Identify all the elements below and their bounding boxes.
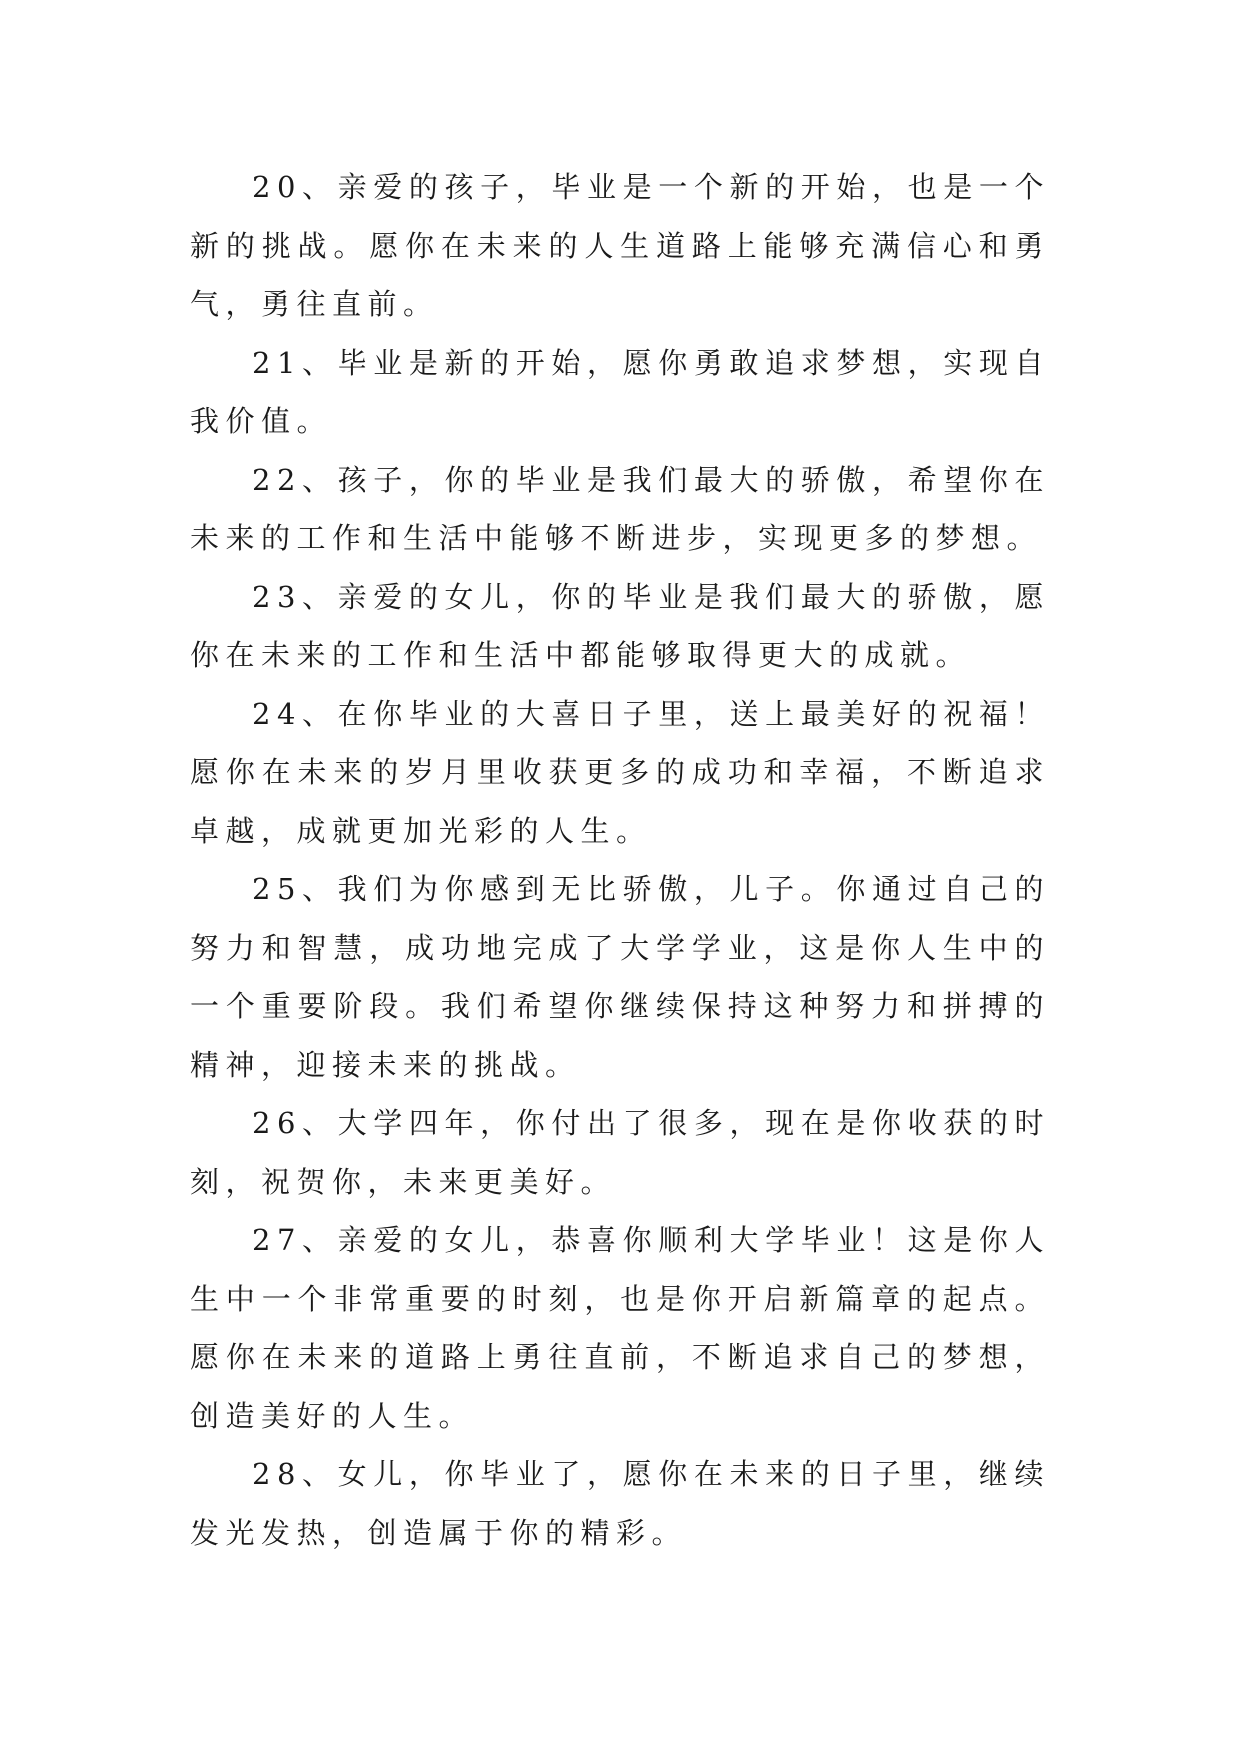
paragraph-27: 27、亲爱的女儿，恭喜你顺利大学毕业！这是你人生中一个非常重要的时刻，也是你开启新篇章的起点。愿你在未来的道路上勇往直前，不断追求自己的梦想，创造美好的人生。 [190,1223,1050,1433]
paragraph-20: 20、亲爱的孩子，毕业是一个新的开始，也是一个新的挑战。愿你在未来的人生道路上能够充满信心和勇气，勇往直前。 [190,170,1050,321]
document-body [190,158,1050,1562]
paragraph-24: 24、在你毕业的大喜日子里，送上最美好的祝福！愿你在未来的岁月里收获更多的成功和幸福，不断追求卓越，成就更加光彩的人生。 [190,696,1050,848]
paragraph-25: 25、我们为你感到无比骄傲，儿子。你通过自己的努力和智慧，成功地完成了大学学业，这是你人生中的一个重要阶段。我们希望你继续保持这种努力和拼搏的精神，迎接未来的挑战。 [190,872,1050,1082]
paragraph-26: 26、大学四年，你付出了很多，现在是你收获的时刻，祝贺你，未来更美好。 [190,1106,1050,1199]
paragraph-22: 22、孩子，你的毕业是我们最大的骄傲，希望你在未来的工作和生活中能够不断进步，实现更多的梦想。 [190,462,1050,555]
paragraph-21: 21、毕业是新的开始，愿你勇敢追求梦想，实现自我价值。 [190,345,1050,438]
paragraph-23: 23、亲爱的女儿，你的毕业是我们最大的骄傲，愿你在未来的工作和生活中都能够取得更大的成就。 [190,579,1050,672]
paragraph-28: 28、女儿，你毕业了，愿你在未来的日子里，继续发光发热，创造属于你的精彩。 [190,1457,1050,1550]
